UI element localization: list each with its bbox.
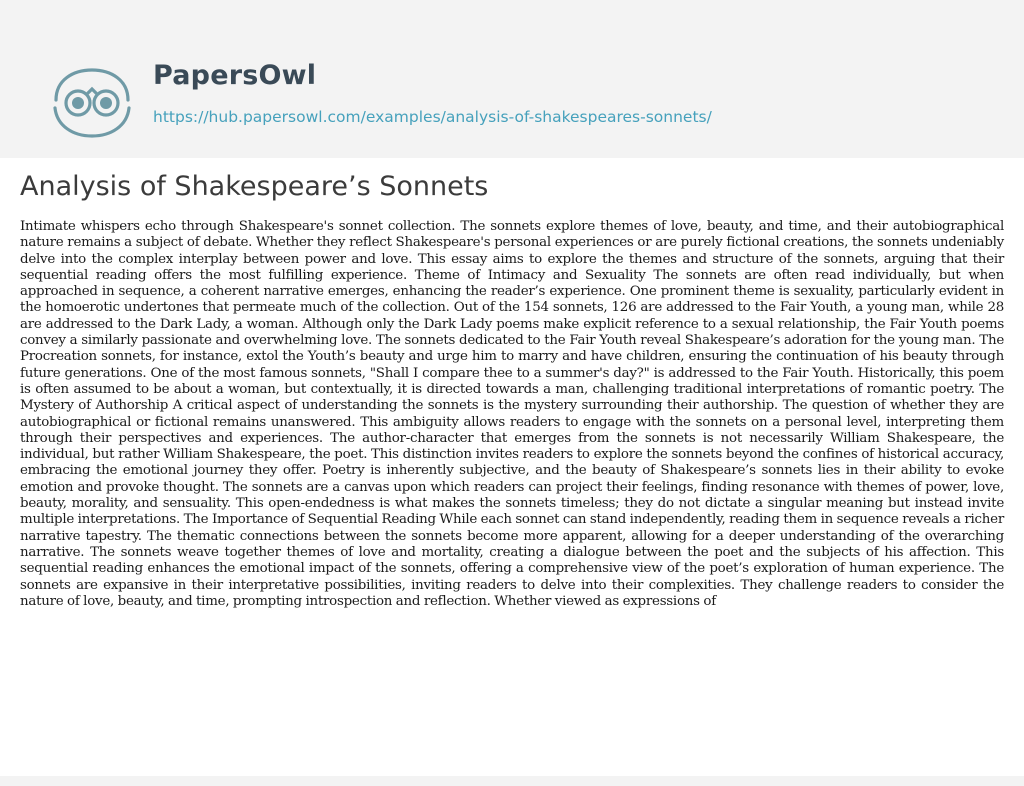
brand-name[interactable]: PapersOwl	[153, 60, 317, 91]
source-url[interactable]: https://hub.papersowl.com/examples/analysis-of-shakespeares-sonnets/	[153, 108, 712, 126]
owl-eyes-logo-icon	[48, 56, 136, 144]
footer-band	[0, 776, 1024, 786]
essay-body: Intimate whispers echo through Shakespeare's sonnet collection. The sonnets explore themes of love, beauty, and time, and their autobiographical nature remains a subject of debate. Whether they reflect Shakespeare's personal experiences or are purely fictional creations, the sonnets undeniably delve into the complex interplay between power and love. This essay aims to explore the themes and structure of the sonnets, arguing that their sequential reading offers the most fulfilling experience. Theme of Intimacy and Sexuality The sonnets are often read individually, but when approached in sequence, a coherent narrative emerges, enhancing the reader’s experience. One prominent theme is sexuality, particularly evident in the homoerotic undertones that permeate much of the collection. Out of the 154 sonnets, 126 are addressed to the Fair Youth, a young man, while 28 are addressed to the Dark Lady, a woman. Although only the Dark Lady poems make explicit reference to a sexual relationship, the Fair Youth poems convey a similarly passionate and overwhelming love. The sonnets dedicated to the Fair Youth reveal Shakespeare’s adoration for the young man. The Procreation sonnets, for instance, extol the Youth’s beauty and urge him to marry and have children, ensuring the continuation of his beauty through future generations. One of the most famous sonnets, "Shall I compare thee to a summer's day?" is addressed to the Fair Youth. Historically, this poem is often assumed to be about a woman, but contextually, it is directed towards a man, challenging traditional interpretations of romantic poetry. The Mystery of Authorship A critical aspect of understanding the sonnets is the mystery surrounding their authorship. The question of whether they are autobiographical or fictional remains unanswered. This ambiguity allows readers to engage with the sonnets on a personal level, interpreting them through their perspectives and experiences. The author-character that emerges from the sonnets is not necessarily William Shakespeare, the individual, but rather William Shakespeare, the poet. This distinction invites readers to explore the sonnets beyond the confines of historical accuracy, embracing the emotional journey they offer. Poetry is inherently subjective, and the beauty of Shakespeare’s sonnets lies in their ability to evoke emotion and provoke thought. The sonnets are a canvas upon which readers can project their feelings, finding resonance with themes of power, love, beauty, morality, and sensuality. This open-endedness is what makes the sonnets timeless; they do not dictate a singular meaning but instead invite multiple interpretations. The Importance of Sequential Reading While each sonnet can stand independently, reading them in sequence reveals a richer narrative tapestry. The thematic connections between the sonnets become more apparent, allowing for a deeper understanding of the overarching narrative. The sonnets weave together themes of love and mortality, creating a dialogue between the poet and the subjects of his affection. This sequential reading enhances the emotional impact of the sonnets, offering a comprehensive view of the poet’s exploration of human experience. The sonnets are expansive in their interpretative possibilities, inviting readers to delve into their complexities. They challenge readers to consider the nature of love, beauty, and time, prompting introspection and reflection. Whether viewed as expressions of	[20, 219, 1004, 609]
page-title: Analysis of Shakespeare’s Sonnets	[20, 171, 489, 202]
